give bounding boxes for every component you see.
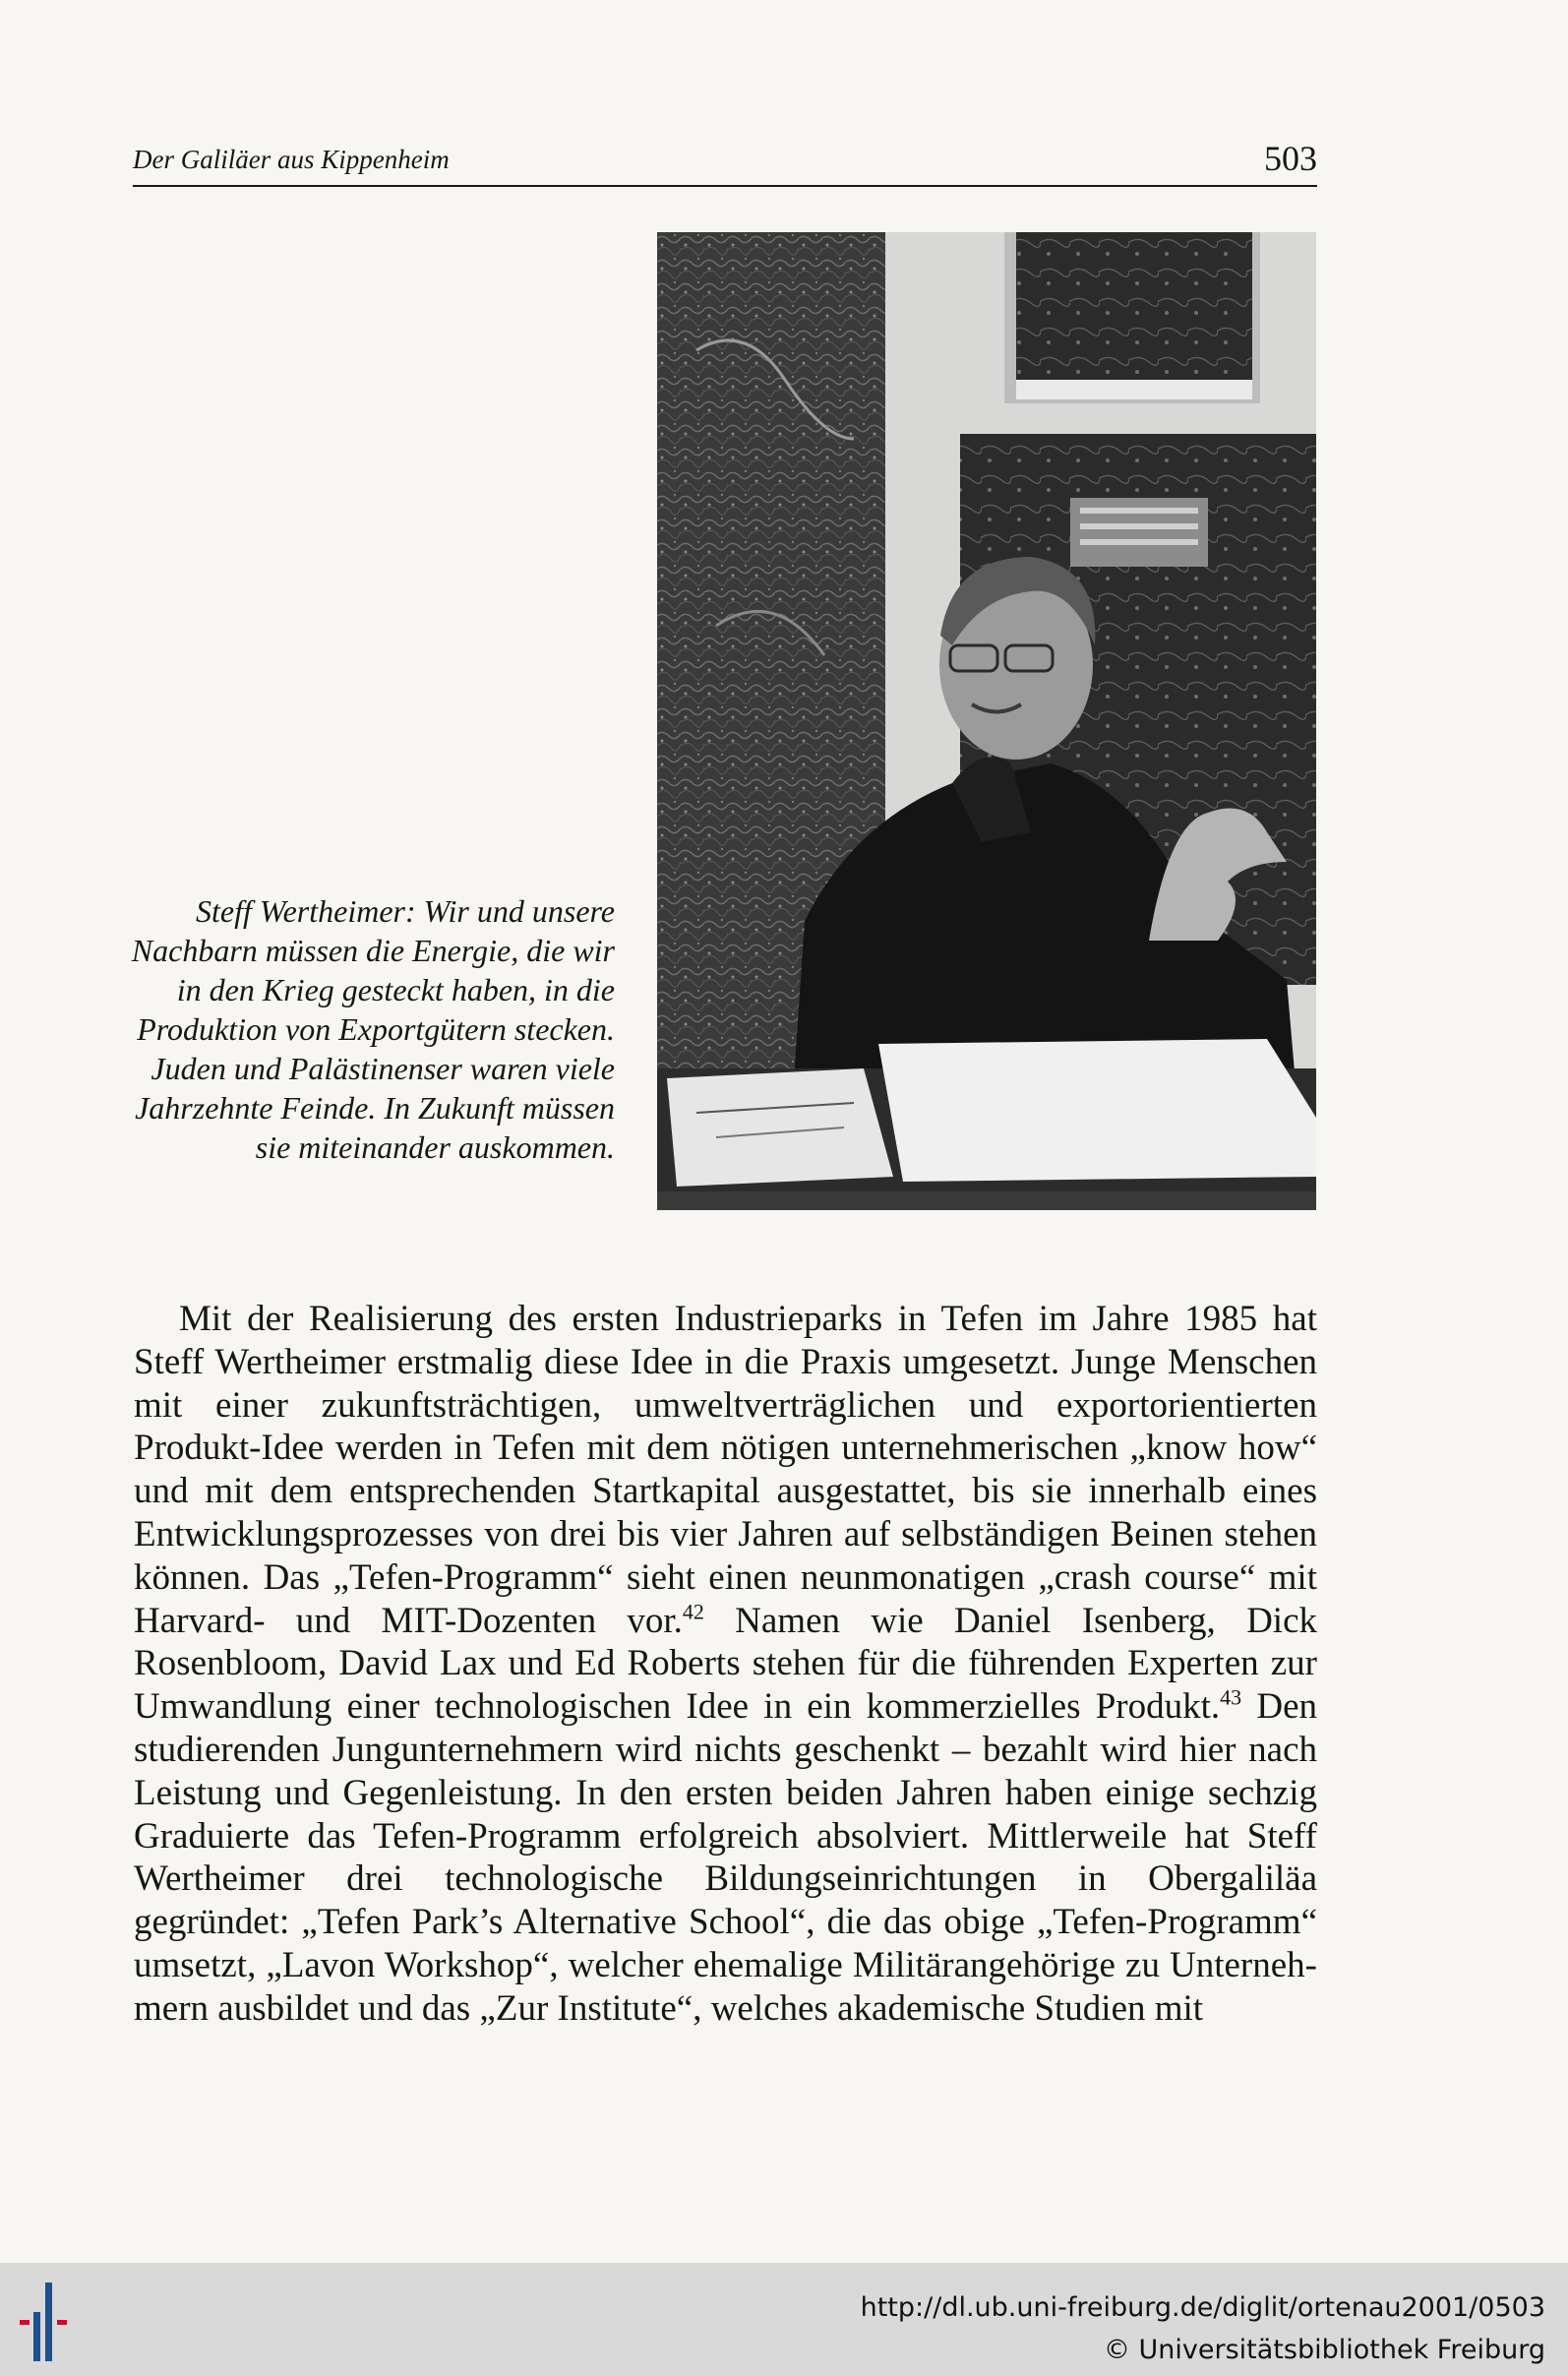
footer-bar xyxy=(0,2263,1568,2376)
body-text-segment-3: Den studierenden Jungunternehmern wird nichts geschenkt – bezahlt wird hier nach Leistung und Gegenleistung. In den ersten beiden Jahren haben einige sechzig Graduierte das Tefen-Programm erfolgreich absolviert. Mittlerweile hat Steff Wertheimer drei technologische Bildungseinrichtungen in Obergaliläa gegründet: „Tefen Park’s Alternative School“, die das obige „Tefen-Programm“ umsetzt, „Lavon Workshop“, welcher ehemalige Militärangehörige zu Unternehmern ausbildet und das „Zur Institute“, welches akademische Studien mit xyxy=(134,1686,1317,2029)
photo-illustration xyxy=(657,232,1316,1210)
running-header xyxy=(133,138,1317,187)
portrait-photo xyxy=(657,232,1316,1210)
permalink-url[interactable]: http://dl.ub.uni-freiburg.de/diglit/ortenau2001/0503 xyxy=(860,2292,1545,2323)
body-text xyxy=(134,1298,1317,2031)
copyright-notice: © Universitätsbibliothek Freiburg xyxy=(1103,2335,1545,2365)
library-logo-icon xyxy=(20,2283,98,2361)
page-number: 503 xyxy=(1264,139,1317,178)
photo-caption: Steff Wertheimer: Wir und unsere Nachbarn müssen die Energie, die wir in den Krieg gesteckt haben, in die Produktion von Exportgütern stecken. Juden und Palästinenser waren viele Jahrzehnte Feinde. In Zukunft müssen sie miteinander auskommen. xyxy=(131,893,615,1165)
body-paragraph xyxy=(134,1298,1317,2031)
body-text-segment-2: Namen wie Daniel Isenberg, Dick Rosenbloom, David Lax und Ed Roberts stehen für die führenden Experten zur Umwandlung einer technologischen Idee in ein kommerzielles Produkt. xyxy=(134,1600,1317,1728)
footnote-ref-42: 42 xyxy=(682,1599,704,1624)
running-title: Der Galiläer aus Kippenheim xyxy=(133,145,450,174)
footnote-ref-43: 43 xyxy=(1220,1684,1242,1710)
body-text-segment-1: Mit der Realisierung des ersten Industrieparks in Tefen im Jahre 1985 hat Steff Wertheimer erstmalig diese Idee in die Praxis umgesetzt. Junge Menschen mit einer zukunftsträchtigen, umweltverträglichen und exportorientierten Produkt-Idee werden in Tefen mit dem nötigen unternehmerischen „know how“ und mit dem entsprechenden Startkapital ausgestattet, bis sie innerhalb eines Entwicklungsprozesses von drei bis vier Jahren auf selbständigen Beinen stehen können. Das „Tefen-Programm“ sieht einen neunmonatigen „crash course“ mit Harvard- und MIT-Dozenten vor. xyxy=(134,1299,1317,1641)
